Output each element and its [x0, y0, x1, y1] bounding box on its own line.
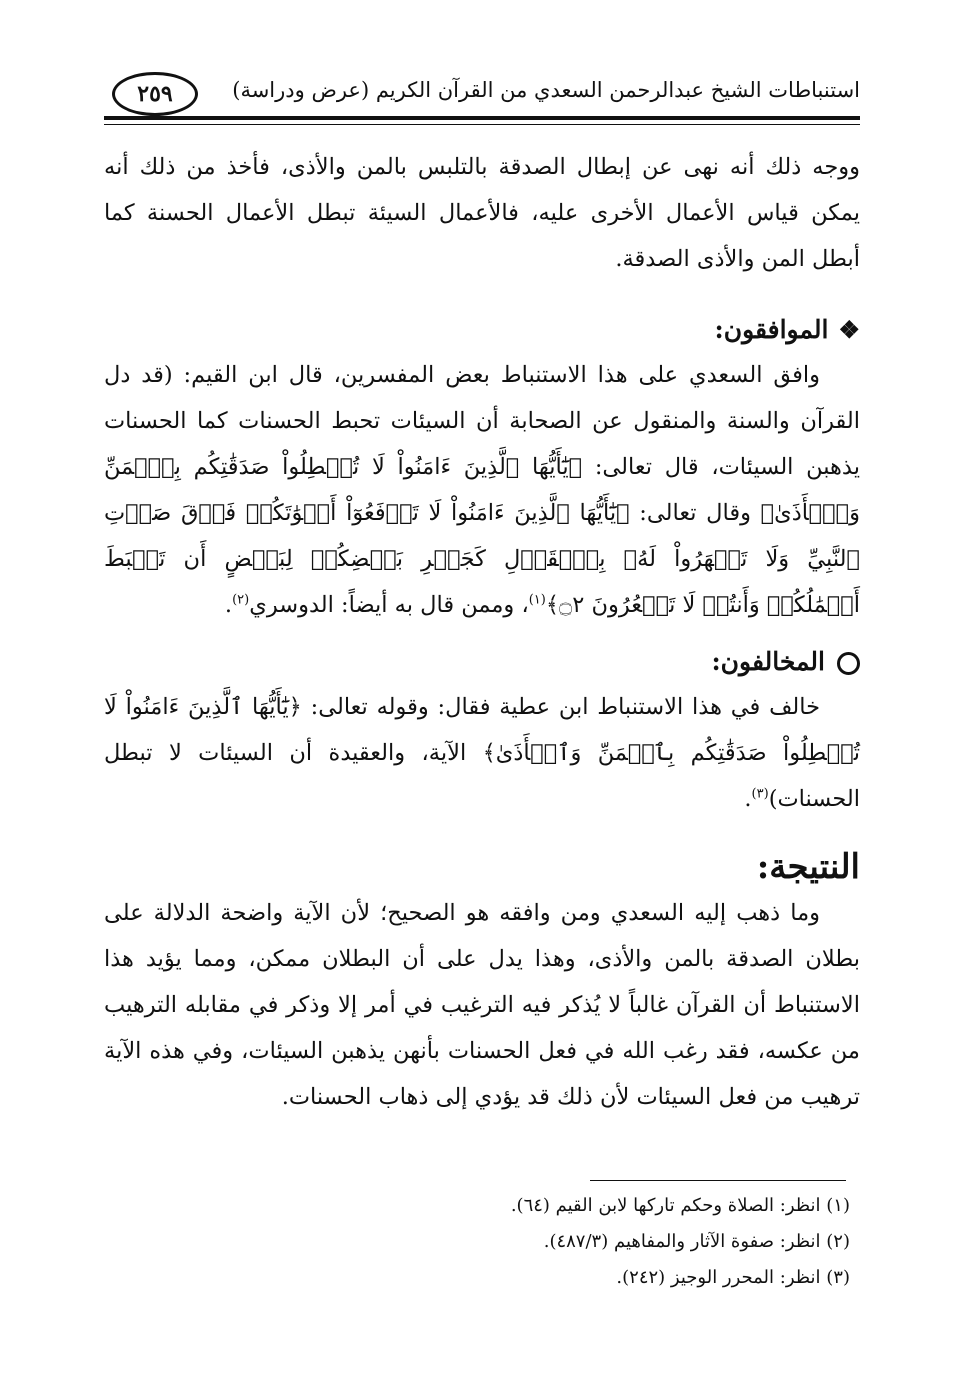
footnote-ref-3: (٣) — [751, 786, 769, 802]
header-rule-thin — [104, 124, 860, 125]
diamond-bullet-icon: ❖ — [838, 315, 860, 344]
running-title: استنباطات الشيخ عبدالرحمن السعدي من القرآن الكريم (عرض ودراسة) — [232, 78, 860, 102]
opponents-end-punct: . — [744, 786, 752, 812]
supporters-heading: الموافقون: — [714, 315, 829, 344]
page-number: ٢٥٩ — [137, 81, 173, 107]
intro-paragraph: ووجه ذلك أنه نهى عن إبطال الصدقة بالتلبس بالمن والأذى، فأخذ من ذلك أنه يمكن قياس الأعمال الأخرى عليه، فالأعمال السيئة تبطل الأعمال الحسنة كما أبطل المن والأذى الصدقة. — [104, 154, 860, 272]
footnote-1: (١) انظر: الصلاة وحكم تاركها لابن القيم (٦٤). — [510, 1195, 850, 1216]
opponents-paragraph — [104, 684, 860, 822]
page-header — [104, 66, 860, 120]
footnote-2: (٢) انظر: صفوة الآثار والمفاهيم (٤٨٧/٣). — [543, 1231, 850, 1252]
footnote-divider — [590, 1180, 846, 1181]
footnotes — [104, 1188, 850, 1296]
opponents-heading: المخالفون: — [711, 647, 825, 676]
supporters-text: وافق السعدي على هذا الاستنباط بعض المفسرين، قال ابن القيم: (قد دل القرآن والسنة والمنقول عن الصحابة أن السيئات تحبط الحسنات كما الحسنات يذهبن السيئات، قال تعالى: ﴿يَٰٓأَيُّهَا ٱلَّذِينَ ءَامَنُواْ لَا تُبۡطِلُواْ صَدَقَٰتِكُم بِٱلۡمَنِّ وَٱلۡأَذَىٰ﴾ وقال تعالى: ﴿يَٰٓأَيُّهَا ٱلَّذِينَ ءَامَنُواْ لَا تَرۡفَعُوٓاْ أَصۡوَٰتَكُمۡ فَوۡقَ صَوۡتِ ٱلنَّبِيِّ وَلَا تَجۡهَرُواْ لَهُۥ بِٱلۡقَوۡلِ كَجَهۡرِ بَعۡضِكُمۡ لِبَعۡضٍ أَن تَحۡبَطَ أَعۡمَٰلُكُمۡ وَأَنتُمۡ لَا تَشۡعُرُونَ ۝٢﴾ — [104, 362, 860, 618]
footnote-ref-1: (١) — [528, 592, 546, 608]
supporters-text-tail: ، وممن قال به أيضاً: الدوسري — [249, 592, 529, 618]
intro-section — [104, 144, 860, 282]
header-rule-thick — [104, 116, 860, 120]
footnote-3: (٣) انظر: المحرر الوجيز (٢٤٢). — [616, 1267, 850, 1288]
supporters-section — [104, 352, 860, 628]
result-paragraph: وما ذهب إليه السعدي ومن وافقه هو الصحيح؛ لأن الآية واضحة الدلالة على بطلان الصدقة بالمن والأذى، وهذا يدل على أن البطلان ممكن، ومما يؤيد هذا الاستنباط أن القرآن غالباً لا يُذكر فيه الترغيب في أمر إلا وذكر في مقابله الترهيب من عكسه، فقد رغب الله في فعل الحسنات بأنهن يذهبن السيئات، وفي هذه الآية ترهيب من فعل السيئات لأن ذلك قد يؤدي إلى ذهاب الحسنات. — [104, 900, 860, 1110]
opponents-section — [104, 684, 860, 822]
supporters-paragraph — [104, 352, 860, 628]
opponents-text: خالف في هذا الاستنباط ابن عطية فقال: وقوله تعالى: ﴿يَٰٓأَيُّهَا ٱلَّذِينَ ءَامَنُواْ لَا تُبۡطِلُواْ صَدَقَٰتِكُم بِٱلۡمَنِّ وَٱلۡأَذَىٰ﴾ الآية، والعقيدة أن السيئات لا تبطل الحسنات) — [104, 694, 860, 812]
result-heading: النتيجة: — [756, 847, 860, 887]
supporters-end-punct: . — [224, 592, 233, 618]
supporters-heading-row — [715, 310, 861, 350]
result-section — [104, 890, 860, 1120]
footnote-ref-2: (٢) — [232, 592, 250, 608]
page-number-badge — [112, 72, 198, 116]
opponents-heading-row — [711, 642, 860, 682]
circle-bullet-icon — [837, 652, 860, 675]
